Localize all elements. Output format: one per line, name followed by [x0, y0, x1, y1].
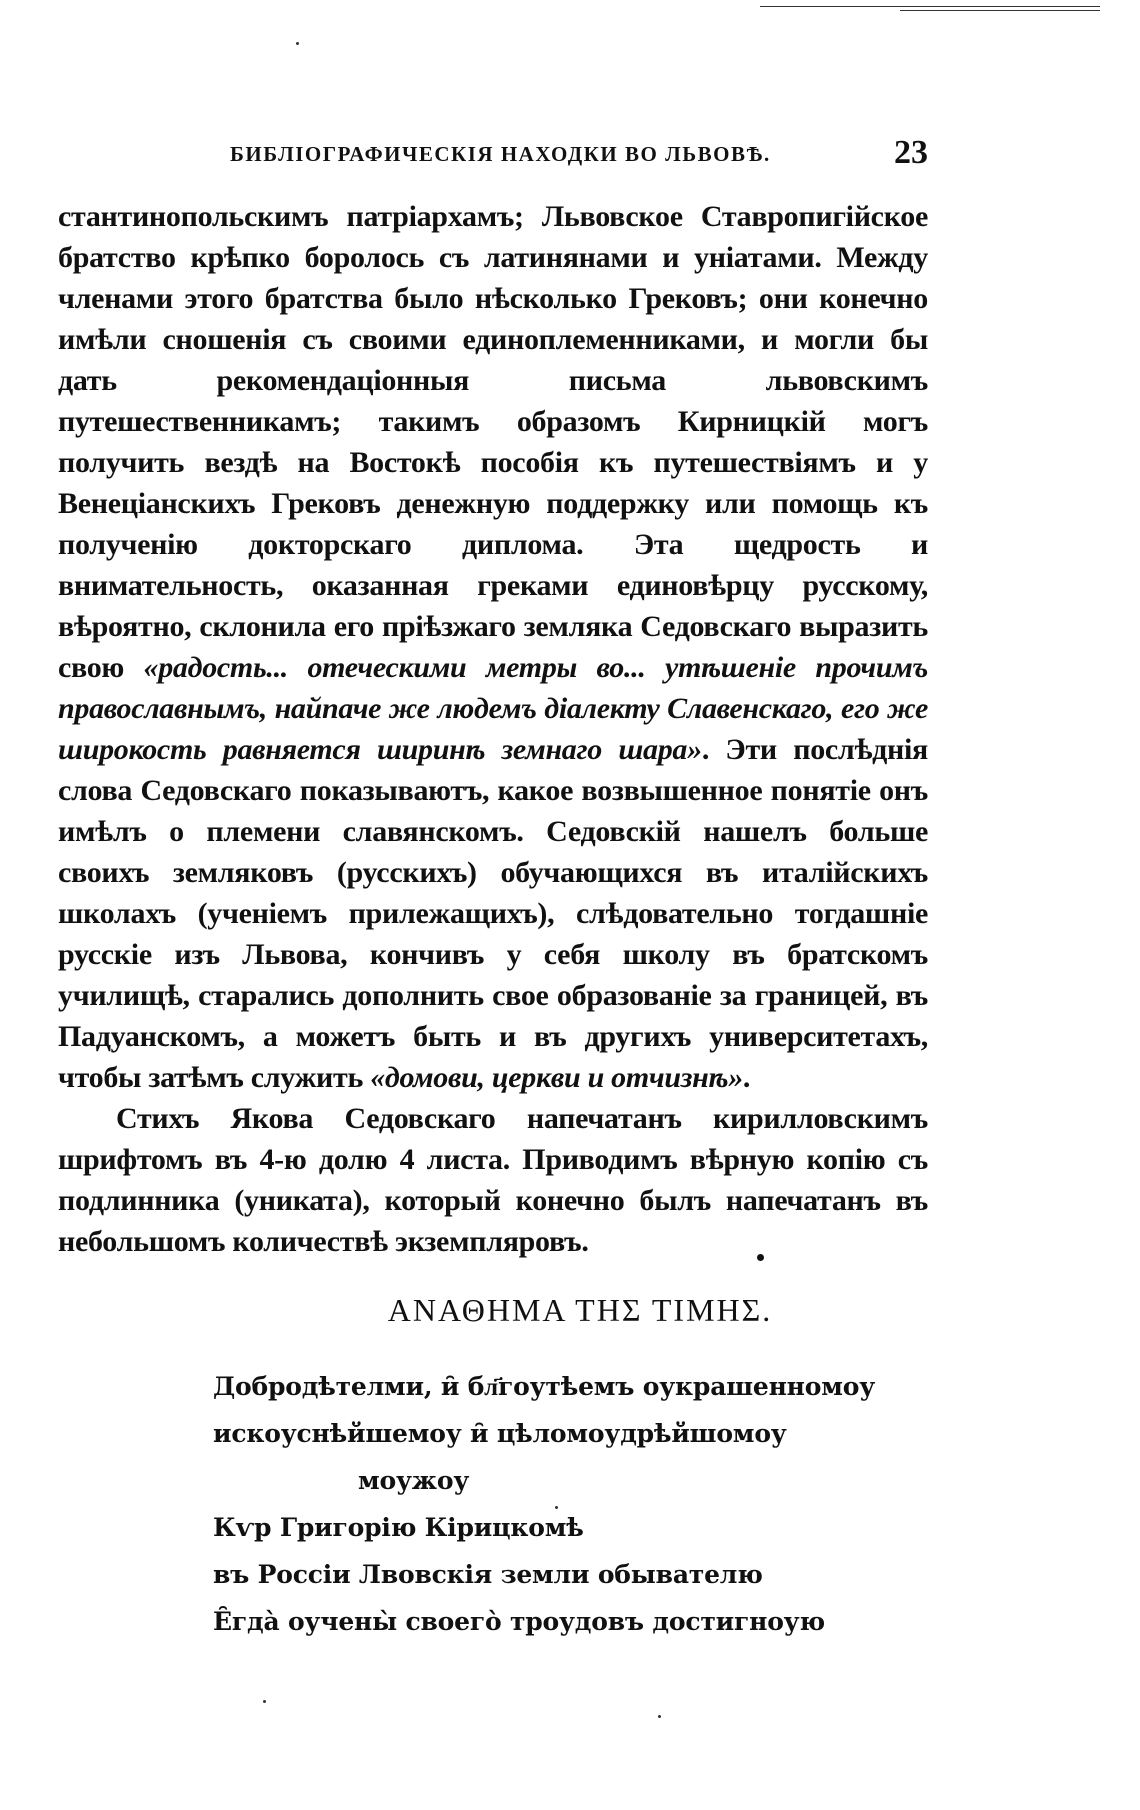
- poem-line: моужоу: [358, 1466, 470, 1495]
- page-number: 23: [894, 134, 928, 171]
- paragraph-1: [58, 196, 928, 1098]
- print-speck: [658, 1715, 661, 1718]
- paragraph-2: Стихъ Якова Седовскаго напечатанъ кирилловскимъ шрифтомъ въ 4-ю долю 4 листа. Приводимъ вѣрную копiю съ подлинника (униката), который конечно былъ напечатанъ въ небольшомъ количествѣ экземпляровъ.: [58, 1102, 928, 1258]
- page-header: [58, 134, 928, 180]
- paragraph-1-text-c: .: [742, 1061, 751, 1094]
- print-speck: [263, 1700, 266, 1703]
- poem-line: Кѵр Григорiю Кiрицкомѣ: [213, 1513, 584, 1542]
- body-text: [58, 196, 928, 1262]
- paragraph-1-quote-2: «домови, церкви и отчизнѣ»: [370, 1061, 743, 1094]
- print-speck: [296, 42, 299, 45]
- paragraph-1-quote-1: «радость... отеческими метры во... утѣшенiе прочимъ православнымъ, найпаче же людемъ дiалекту Славенскаго, его же широкость равняется ширинѣ земнаго шара»: [58, 651, 928, 766]
- paragraph-1-text-a: стантинопольскимъ патрiархамъ; Львовское Ставропигiйское братство крѣпко боролось съ латинянами и унiатами. Между членами этого братства было нѣсколько Грековъ; они конечно имѣли сношенiя съ своими единоплеменниками, и могли бы дать рекомендацiонныя письма львовскимъ путешественникамъ; такимъ образомъ Кирницкiй могъ получить вездѣ на Востокѣ пособiя къ путешествiямъ и у Венецiанскихъ Грековъ денежную поддержку или помощь къ полученiю докторскаго диплома. Эта щедрость и внимательность, оказанная греками единовѣрцу русскому, вѣроятно, склонила его прiѣзжаго земляка Седовскаго выразить свою: [58, 200, 928, 684]
- poem: [213, 1363, 973, 1645]
- poem-line: въ Россiи Лвовскiя земли обывателю: [213, 1560, 763, 1589]
- ink-dot: [757, 1254, 764, 1261]
- print-speck: [555, 1506, 558, 1509]
- paragraph-1-text-b: . Эти послѣднiя слова Седовскаго показываютъ, какое возвышенное понятiе онъ имѣлъ о племени славянскомъ. Седовскiй нашелъ больше своихъ земляковъ (русскихъ) обучающихся въ италiйскихъ школахъ (ученiемъ прилежащихъ), слѣдовательно тогдашнiе русскiе изъ Львова, кончивъ у себя школу въ братскомъ училищѣ, старались дополнить свое образованiе за границей, въ Падуанскомъ, а можетъ быть и въ другихъ университетахъ, чтобы затѣмъ служить: [58, 733, 928, 1094]
- running-head: БИБЛIОГРАФИЧЕСКIЯ НАХОДКИ ВО ЛЬВОВѢ.: [230, 142, 771, 166]
- poem-line: Добродѣтелми, и̑ бл҃гоутѣемъ оукрашенномоу: [213, 1372, 876, 1401]
- poem-title: ΑΝΑΘΗΜΑ ΤΗΣ ΤΙΜΗΣ.: [387, 1292, 773, 1328]
- poem-line: Е̑гда̀ оучены̀ своего̀ троудовъ достигноую: [213, 1607, 825, 1636]
- poem-line: искоуснѣйшемоу и̑ цѣломоудрѣйшомоу: [213, 1419, 787, 1448]
- top-border-rule: [760, 6, 1100, 7]
- top-border-rule-secondary: [900, 10, 1100, 11]
